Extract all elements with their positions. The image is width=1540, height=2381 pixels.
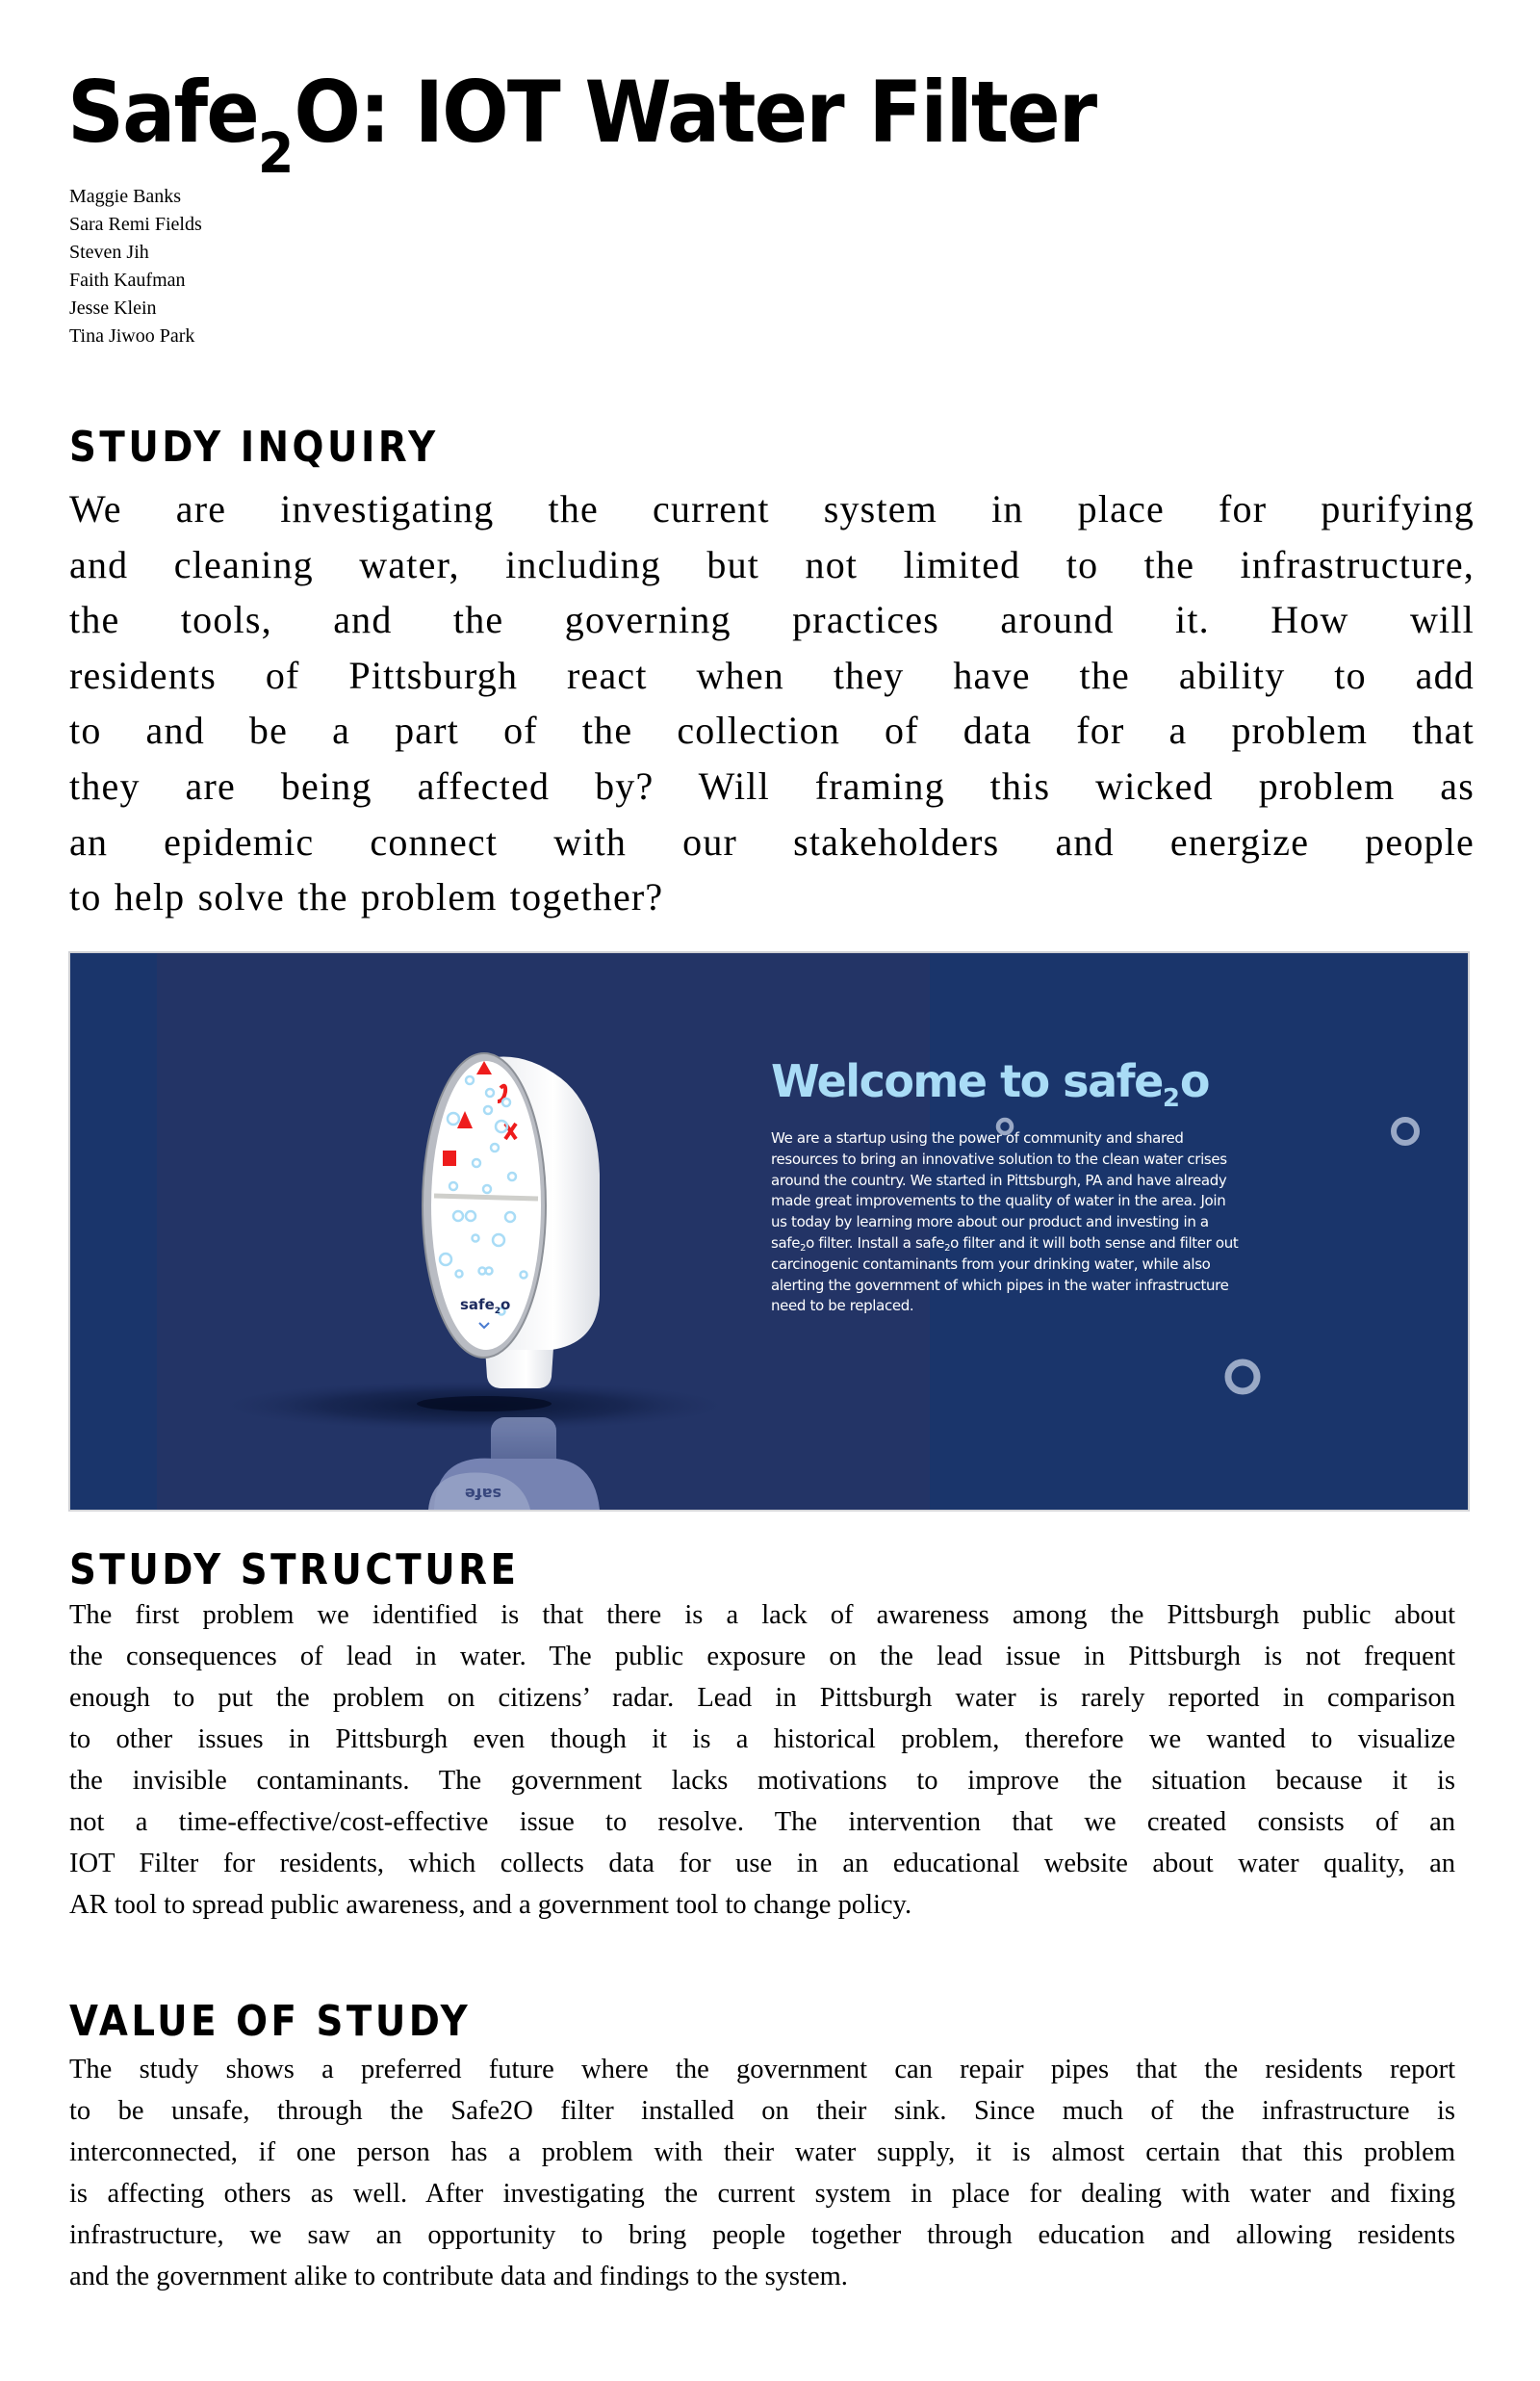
inquiry-line: and cleaning water, including but not limited to the infrastructure, — [69, 542, 1475, 586]
inquiry-line: residents of Pittsburgh react when they have the ability to add — [69, 653, 1475, 697]
ring-icon — [1228, 1362, 1257, 1391]
square-icon — [443, 1151, 456, 1166]
banner-line — [771, 1233, 1238, 1255]
device-divider — [434, 1196, 538, 1199]
value-line: and the government alike to contribute data and findings to the system. — [69, 2262, 848, 2291]
value-line: interconnected, if one person has a problem with their water supply, it is almost certain that this problem — [69, 2137, 1455, 2167]
reflection-logo: safe — [464, 1485, 501, 1503]
structure-line: The first problem we identified is that there is a lack of awareness among the Pittsburgh public about — [69, 1600, 1455, 1630]
structure-line: to other issues in Pittsburgh even though it is a historical problem, therefore we wanted to visualize — [69, 1724, 1455, 1754]
device-logo: safe$_2$o — [460, 1296, 511, 1316]
product-banner-image — [68, 951, 1470, 1512]
inquiry-line: We are investigating the current system in place for purifying — [69, 487, 1475, 531]
banner-title-subscript: 2 — [1162, 1084, 1180, 1113]
value-of-study-text — [69, 2049, 1455, 2297]
banner-line: made great improvements to the quality of water in the area. Join — [771, 1192, 1226, 1210]
banner-line: resources to bring an innovative solution to the clean water crises — [771, 1150, 1227, 1168]
structure-line: enough to put the problem on citizens’ radar. Lead in Pittsburgh water is rarely reported in comparison — [69, 1683, 1455, 1713]
banner-line: carcinogenic contaminants from your drinking water, while also — [771, 1255, 1211, 1273]
inquiry-line: to help solve the problem together? — [69, 875, 664, 919]
title-prefix: Safe — [67, 63, 258, 162]
structure-line: AR tool to spread public awareness, and a government tool to change policy. — [69, 1890, 912, 1920]
study-structure-heading: STUDY STRUCTURE — [69, 1545, 520, 1594]
banner-line-subscript: 2 — [800, 1242, 807, 1254]
device-reflection — [428, 1417, 600, 1510]
banner-line: alerting the government of which pipes in the water infrastructure — [771, 1276, 1229, 1294]
banner-line: We are a startup using the power of community and shared — [771, 1129, 1184, 1147]
filter-device-illustration — [70, 953, 1468, 1510]
value-line: to be unsafe, through the Safe2O filter installed on their sink. Since much of the infrastructure is — [69, 2096, 1455, 2126]
study-inquiry-heading: STUDY INQUIRY — [69, 423, 439, 472]
banner-line-part: o filter. Install a safe — [806, 1233, 945, 1252]
author-name: Tina Jiwoo Park — [69, 325, 195, 347]
inquiry-line: they are being affected by? Will framing this wicked problem as — [69, 763, 1475, 808]
structure-line: not a time-effective/cost-effective issue to resolve. The intervention that we created consists of an — [69, 1807, 1455, 1837]
title-subscript: 2 — [257, 120, 295, 186]
banner-title — [771, 1054, 1209, 1116]
structure-line: the invisible contaminants. The government lacks motivations to improve the situation because it is — [69, 1766, 1455, 1796]
banner-title-prefix: Welcome to safe — [771, 1055, 1163, 1107]
value-line: is affecting others as well. After investigating the current system in place for dealing with water and fixing — [69, 2179, 1455, 2209]
author-name: Jesse Klein — [69, 298, 157, 319]
author-name: Steven Jih — [69, 242, 149, 263]
banner-line: us today by learning more about our product and investing in a — [771, 1213, 1209, 1231]
banner-line: need to be replaced. — [771, 1297, 914, 1315]
structure-line: the consequences of lead in water. The public exposure on the lead issue in Pittsburgh is not frequent — [69, 1642, 1455, 1671]
page-title — [67, 60, 1096, 186]
value-of-study-heading: VALUE OF STUDY — [69, 1997, 472, 2046]
value-line: infrastructure, we saw an opportunity to bring people together through education and allowing residents — [69, 2220, 1455, 2250]
banner-line-part: o filter and it will both sense and filter out — [950, 1233, 1239, 1252]
banner-line-subscript: 2 — [944, 1242, 951, 1254]
structure-line: IOT Filter for residents, which collects data for use in an educational website about water quality, an — [69, 1849, 1455, 1878]
inquiry-line: an epidemic connect with our stakeholders and energize people — [69, 819, 1475, 864]
banner-line-part: safe — [771, 1233, 801, 1252]
author-name: Maggie Banks — [69, 186, 182, 207]
title-suffix: O: IOT Water Filter — [294, 63, 1096, 162]
author-name: Sara Remi Fields — [69, 214, 202, 235]
value-line: The study shows a preferred future where the government can repair pipes that the residents report — [69, 2055, 1455, 2084]
banner-title-suffix: o — [1179, 1055, 1210, 1107]
banner-description — [771, 1128, 1238, 1317]
inquiry-line: the tools, and the governing practices around it. How will — [69, 598, 1475, 642]
study-inquiry-text — [69, 481, 1475, 925]
inquiry-line: to and be a part of the collection of data for a problem that — [69, 709, 1475, 753]
author-name: Faith Kaufman — [69, 270, 186, 291]
banner-line: around the country. We started in Pittsburgh, PA and have already — [771, 1171, 1227, 1189]
study-structure-text — [69, 1594, 1455, 1926]
author-list — [69, 183, 202, 350]
ring-icon — [1394, 1120, 1417, 1143]
